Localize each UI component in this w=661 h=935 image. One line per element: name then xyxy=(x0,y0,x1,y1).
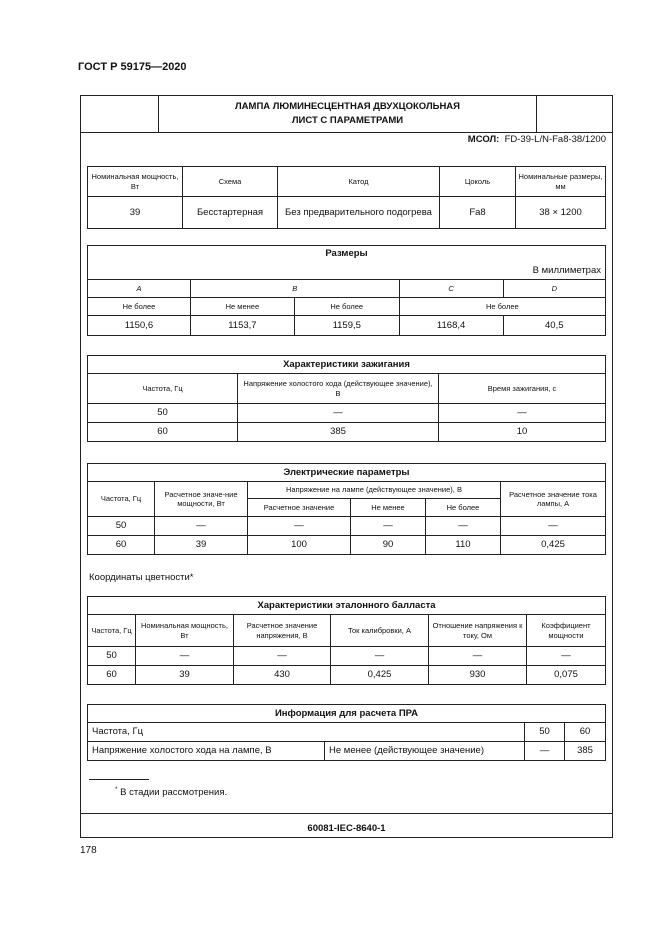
electrical-header: Расчетное значение тока лампы, А xyxy=(501,482,606,517)
electrical-cell: 50 xyxy=(88,517,155,536)
electrical-cell: 90 xyxy=(351,536,426,555)
dim-limit: Не более xyxy=(88,298,191,316)
electrical-cell: — xyxy=(501,517,606,536)
electrical-table xyxy=(87,463,606,555)
dim-limit: Не менее xyxy=(190,298,294,316)
ignition-header: Напряжение холостого хода (действующее значение), В xyxy=(238,374,439,404)
pra-cell: 50 xyxy=(525,723,565,742)
ballast-cell: — xyxy=(234,647,331,666)
electrical-header: Напряжение на лампе (действующее значение), В xyxy=(248,482,501,499)
pra-cell: 60 xyxy=(565,723,606,742)
ignition-cell: 385 xyxy=(238,423,439,442)
ballast-cell: 39 xyxy=(136,666,234,685)
electrical-caption: Электрические параметры xyxy=(88,464,606,482)
ballast-header: Расчетное значение напряжения, В xyxy=(234,615,331,647)
electrical-subheader: Расчетное значение xyxy=(248,499,351,517)
ballast-cell: — xyxy=(136,647,234,666)
ballast-cell: 930 xyxy=(429,666,527,685)
electrical-cell: 110 xyxy=(426,536,501,555)
mcol-designation xyxy=(468,134,606,145)
summary-header: Номинальная мощность, Вт xyxy=(88,167,183,197)
ballast-header: Отношение напряжения к току, Ом xyxy=(429,615,527,647)
electrical-header: Расчетное значе-ние мощности, Вт xyxy=(155,482,248,517)
electrical-cell: 0,425 xyxy=(501,536,606,555)
electrical-cell: — xyxy=(351,517,426,536)
parameter-sheet xyxy=(80,95,613,838)
dimensions-table xyxy=(87,245,606,336)
summary-cell: 39 xyxy=(88,197,183,229)
dimensions-caption: Размеры xyxy=(88,246,606,263)
dim-letter: B xyxy=(190,280,399,298)
summary-cell: Без предварительного подогрева xyxy=(278,197,440,229)
ballast-header: Коэффициент мощности xyxy=(527,615,606,647)
footnote xyxy=(115,786,227,798)
standard-number: ГОСТ Р 59175—2020 xyxy=(78,61,187,73)
dim-limit: Не более xyxy=(294,298,399,316)
pra-cell: 385 xyxy=(565,742,606,761)
summary-table xyxy=(87,166,606,229)
dim-value: 40,5 xyxy=(503,316,605,336)
sheet-subtitle: ЛИСТ С ПАРАМЕТРАМИ xyxy=(291,115,404,126)
electrical-cell: — xyxy=(155,517,248,536)
dim-value: 1150,6 xyxy=(88,316,191,336)
footnote-divider xyxy=(89,779,149,780)
ballast-cell: 60 xyxy=(88,666,136,685)
dimensions-unit: В миллиметрах xyxy=(88,263,606,280)
ballast-cell: 50 xyxy=(88,647,136,666)
dim-letter: A xyxy=(88,280,191,298)
mcol-value: FD-39-L/N-Fa8-38/1200 xyxy=(504,134,606,145)
ballast-header: Частота, Гц xyxy=(88,615,136,647)
pra-table xyxy=(87,704,606,761)
ballast-cell: 0,075 xyxy=(527,666,606,685)
ignition-table xyxy=(87,355,606,442)
summary-header: Номинальные размеры, мм xyxy=(516,167,606,197)
dim-letter: C xyxy=(399,280,503,298)
ignition-cell: 50 xyxy=(88,404,238,423)
ignition-cell: — xyxy=(238,404,439,423)
ballast-cell: — xyxy=(429,647,527,666)
ignition-cell: 10 xyxy=(439,423,606,442)
electrical-cell: 60 xyxy=(88,536,155,555)
electrical-subheader: Не более xyxy=(426,499,501,517)
pra-label: Частота, Гц xyxy=(88,723,525,742)
ballast-header: Ток калибровки, А xyxy=(331,615,429,647)
sheet-header xyxy=(81,96,612,133)
dim-letter: D xyxy=(503,280,605,298)
ignition-cell: 60 xyxy=(88,423,238,442)
ballast-cell: 0,425 xyxy=(331,666,429,685)
electrical-header: Частота, Гц xyxy=(88,482,155,517)
chromaticity-note: Координаты цветности* xyxy=(89,572,194,583)
ballast-caption: Характеристики эталонного балласта xyxy=(88,597,606,615)
ballast-table xyxy=(87,596,606,685)
electrical-cell: 100 xyxy=(248,536,351,555)
sheet-title: ЛАМПА ЛЮМИНЕСЦЕНТНАЯ ДВУХЦОКОЛЬНАЯ xyxy=(235,101,460,112)
ignition-cell: — xyxy=(439,404,606,423)
summary-cell: 38 × 1200 xyxy=(516,197,606,229)
pra-label: Напряжение холостого хода на лампе, В xyxy=(88,742,325,761)
ballast-cell: — xyxy=(331,647,429,666)
electrical-subheader: Не менее xyxy=(351,499,426,517)
sheet-footer xyxy=(81,813,612,838)
sheet-code: 60081-IEC-8640-1 xyxy=(307,823,386,834)
pra-cell: — xyxy=(525,742,565,761)
dim-value: 1153,7 xyxy=(190,316,294,336)
summary-header: Цоколь xyxy=(440,167,516,197)
dim-value: 1168,4 xyxy=(399,316,503,336)
ignition-caption: Характеристики зажигания xyxy=(88,356,606,374)
pra-condition: Не менее (действующее значение) xyxy=(325,742,525,761)
ballast-cell: 430 xyxy=(234,666,331,685)
mcol-label: МСОЛ: xyxy=(467,134,500,145)
page-number: 178 xyxy=(80,845,97,856)
footnote-text: В стадии рассмотрения. xyxy=(120,787,228,799)
summary-header: Катод xyxy=(278,167,440,197)
summary-cell: Fa8 xyxy=(440,197,516,229)
ignition-header: Время зажигания, с xyxy=(439,374,606,404)
ignition-header: Частота, Гц xyxy=(88,374,238,404)
electrical-cell: 39 xyxy=(155,536,248,555)
pra-caption: Информация для расчета ПРА xyxy=(88,705,606,723)
summary-cell: Бесстартерная xyxy=(183,197,278,229)
electrical-cell: — xyxy=(248,517,351,536)
ballast-header: Номинальная мощность, Вт xyxy=(136,615,234,647)
ballast-cell: — xyxy=(527,647,606,666)
footnote-mark: * xyxy=(115,786,118,793)
electrical-cell: — xyxy=(426,517,501,536)
dim-value: 1159,5 xyxy=(294,316,399,336)
dim-limit: Не более xyxy=(399,298,605,316)
summary-header: Схема xyxy=(183,167,278,197)
